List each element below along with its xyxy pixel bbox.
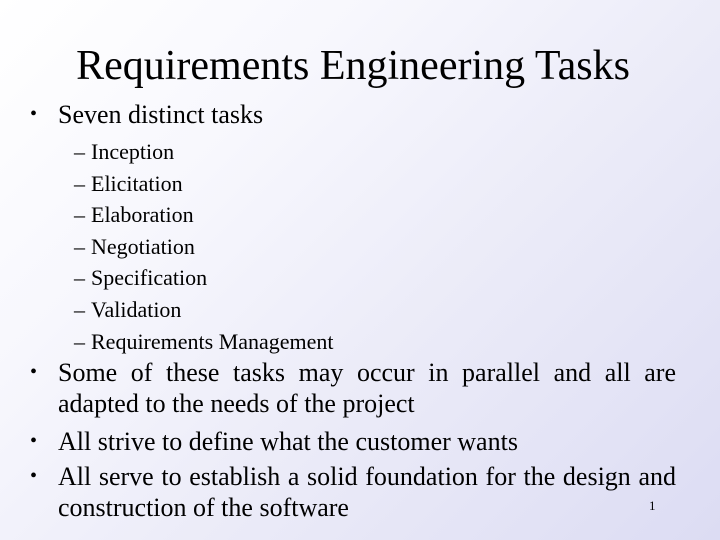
bullet-dot-icon: •	[30, 361, 38, 383]
dash-icon: –	[74, 328, 85, 354]
page-number: 1	[649, 498, 656, 513]
task-label: Elicitation	[91, 170, 183, 196]
task-label: Negotiation	[91, 233, 195, 259]
list-item	[74, 168, 334, 200]
bullet-item	[30, 99, 676, 130]
list-item	[74, 136, 334, 168]
dash-icon: –	[74, 265, 85, 291]
bullet-text: All serve to establish a solid foundation for the design and construction of the software	[58, 462, 676, 522]
task-label: Requirements Management	[91, 328, 334, 354]
list-item	[74, 294, 334, 326]
task-list	[74, 136, 334, 357]
bullet-text: All strive to define what the customer wants	[58, 427, 518, 456]
bullet-item	[30, 461, 676, 523]
list-item	[74, 231, 334, 263]
bullet-dot-icon: •	[30, 103, 38, 125]
bullet-item	[30, 357, 676, 419]
dash-icon: –	[74, 296, 85, 322]
dash-icon: –	[74, 233, 85, 259]
dash-icon: –	[74, 170, 85, 196]
task-label: Elaboration	[91, 202, 194, 228]
task-label: Validation	[91, 296, 182, 322]
list-item	[74, 199, 334, 231]
bullet-item	[30, 426, 676, 457]
task-label: Inception	[91, 139, 175, 164]
list-item	[74, 326, 334, 358]
dash-icon: –	[74, 202, 85, 228]
bullet-dot-icon: •	[30, 430, 38, 452]
task-label: Specification	[91, 265, 208, 291]
dash-icon: –	[74, 139, 85, 164]
bullet-dot-icon: •	[30, 465, 38, 487]
slide-title: Requirements Engineering Tasks	[76, 43, 630, 89]
list-item	[74, 262, 334, 294]
bullet-text: Some of these tasks may occur in parallel and all are adapted to the needs of the project	[58, 358, 676, 418]
bullet-text: Seven distinct tasks	[58, 100, 264, 129]
